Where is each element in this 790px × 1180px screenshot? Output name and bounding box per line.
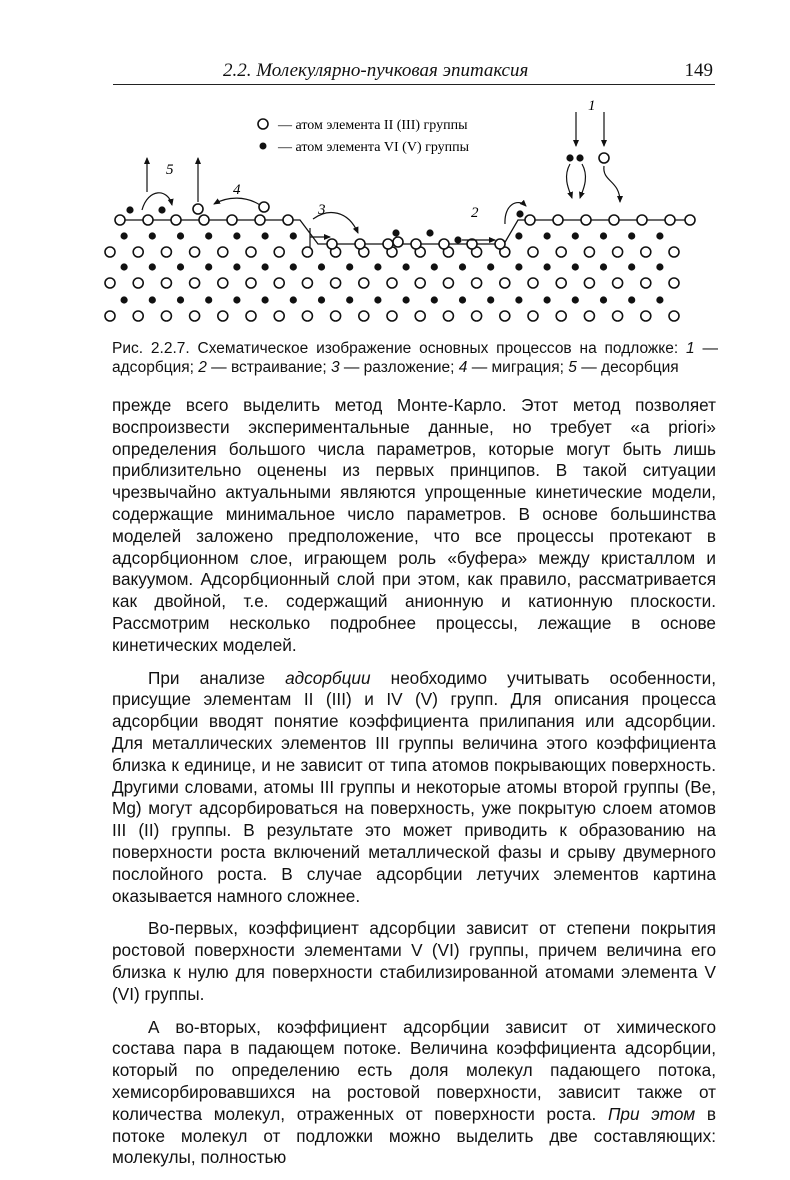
open-atom (218, 247, 228, 257)
open-atom (500, 311, 510, 321)
open-atom (584, 247, 594, 257)
paragraph-2-emphasis: адсорбции (285, 667, 371, 688)
open-atom (302, 247, 312, 257)
caption-prefix: Рис. 2.2.7. Схематическое изображение основных процессов на подложке: (112, 340, 687, 357)
open-atom (359, 278, 369, 288)
filled-atom (205, 232, 212, 239)
adatom-open (599, 153, 609, 163)
surface-open-atom (665, 215, 675, 225)
adatom-filled (426, 229, 433, 236)
surface-open-atom (283, 215, 293, 225)
open-atom (443, 311, 453, 321)
desorption-hop-arrow (142, 193, 172, 210)
adatom-open (193, 204, 203, 214)
open-atom (161, 278, 171, 288)
paragraph-4-start: А во-вторых, коэффициент адсорбции зависит от химического состава пара в падающем потоке. Величина коэффициента адсорбции, который по определению есть доля молекул падающего потока, хемисорбировавшихся на ростовой поверхности, зависит также от количества молекул, отраженных от поверхности роста. (112, 1016, 716, 1124)
surface-open-atom (355, 239, 365, 249)
open-atom (218, 311, 228, 321)
body-text (112, 395, 716, 1180)
surface-open-atom (439, 239, 449, 249)
adsorption-path-1 (567, 164, 572, 198)
running-title: 2.2. Молекулярно-пучковая эпитаксия (223, 60, 529, 81)
filled-atom (262, 232, 269, 239)
paragraph-2 (112, 668, 716, 908)
filled-atom (121, 263, 128, 270)
filled-atom (403, 263, 410, 270)
filled-atom (374, 296, 381, 303)
paragraph-4-emphasis: При этом (607, 1103, 696, 1124)
legend-open-atom-icon (258, 119, 268, 129)
open-atom (584, 311, 594, 321)
adatom-filled (158, 206, 165, 213)
open-atom (415, 278, 425, 288)
open-atom (190, 311, 200, 321)
open-atom (443, 278, 453, 288)
filled-atom (515, 232, 522, 239)
filled-atom (544, 296, 551, 303)
filled-atom (431, 296, 438, 303)
open-atom (556, 247, 566, 257)
caption-text-4: — миграция; (467, 359, 569, 376)
open-atom (274, 278, 284, 288)
open-atom (161, 247, 171, 257)
open-atom (218, 278, 228, 288)
open-atom (246, 278, 256, 288)
open-atom (556, 278, 566, 288)
paragraph-1: прежде всего выделить метод Монте-Карло. Этот метод позволяет воспроизвести экспериментальные данные, но требует «a priori» определения большого числа параметров, которые могут быть лишь приблизительно оценены из первых принципов. В такой ситуации чрезвычайно актуальными являются упрощенные кинетические модели, содержащие минимальное число параметров. В основе большинства моделей заложено предположение, что все процессы протекают в адсорбционном слое, играющем роль «буфера» между кристаллом и вакуумом. Адсорбционный слой при этом, как правило, рассматривается как двойной, т.е. содержащий анионную и катионную плоскости. Рассмотрим несколько подробнее процессы, лежащие в основе кинетических моделей. (112, 395, 716, 655)
caption-text-5: — десорбция (576, 359, 679, 376)
open-atom (641, 278, 651, 288)
filled-atom (459, 263, 466, 270)
surface-open-atom (525, 215, 535, 225)
surface-atoms (115, 153, 695, 249)
filled-atom (431, 263, 438, 270)
filled-atom (262, 263, 269, 270)
caption-num-2: 2 (198, 359, 207, 376)
filled-atom (346, 296, 353, 303)
filled-atom (121, 232, 128, 239)
filled-atom (628, 263, 635, 270)
surface-open-atom (227, 215, 237, 225)
filled-atom (515, 263, 522, 270)
surface-open-atom (553, 215, 563, 225)
filled-atom (233, 232, 240, 239)
open-atom (641, 311, 651, 321)
open-atom (274, 247, 284, 257)
open-atom (302, 311, 312, 321)
label-5: 5 (166, 162, 174, 178)
filled-atom (262, 296, 269, 303)
legend-filled-label: — атом элемента VI (V) группы (278, 140, 470, 155)
open-atom (387, 311, 397, 321)
filled-atom (628, 232, 635, 239)
open-atom (472, 311, 482, 321)
running-header (113, 58, 715, 85)
filled-atom (177, 263, 184, 270)
filled-atom (628, 296, 635, 303)
filled-atom (374, 263, 381, 270)
adatom-filled (126, 206, 133, 213)
filled-atom (656, 232, 663, 239)
filled-atom (121, 296, 128, 303)
open-atom (246, 311, 256, 321)
filled-atom (318, 263, 325, 270)
open-atom (246, 247, 256, 257)
open-atom (613, 247, 623, 257)
open-atom (133, 247, 143, 257)
open-atom (669, 278, 679, 288)
open-atom (387, 278, 397, 288)
paragraph-2-rest: необходимо учитывать особенности, присущие элементам II (III) и IV (V) групп. Для описания процесса адсорбции вводят понятие коэффициента прилипания или адсорбции. Для металлических элементов III группы величина этого коэффициента близка к единице, и не зависит от типа атомов покрывающих поверхность. Другими словами, атомы III группы и некоторые атомы второй группы (Be, Mg) могут адсорбироваться на поверхность, уже покрытую слоем атомов III (II) группы. В результате это может приводить к образованию на поверхности роста включений металлической фазы и срыву двумерного послойного роста. В случае адсорбции летучих элементов картина оказывается намного сложнее. (112, 667, 716, 906)
label-1: 1 (588, 98, 596, 114)
filled-atom (177, 232, 184, 239)
caption-text-2: — встраивание; (206, 359, 331, 376)
surface-open-atom (581, 215, 591, 225)
filled-atom (318, 296, 325, 303)
open-atom (105, 311, 115, 321)
label-3: 3 (318, 202, 326, 218)
open-atom (190, 247, 200, 257)
filled-atom (149, 232, 156, 239)
filled-atom (290, 296, 297, 303)
open-atom (190, 278, 200, 288)
caption-num-3: 3 (330, 359, 340, 376)
filled-atom (572, 263, 579, 270)
migration-arrow (214, 198, 260, 205)
filled-atom (346, 263, 353, 270)
surface-open-atom (637, 215, 647, 225)
adatom-open (393, 237, 403, 247)
filled-atom (656, 296, 663, 303)
open-atom (669, 247, 679, 257)
filled-atom (544, 263, 551, 270)
surface-open-atom (411, 239, 421, 249)
caption-num-5: 5 (568, 359, 577, 376)
filled-atom (544, 232, 551, 239)
open-atom (613, 311, 623, 321)
filled-atom (149, 296, 156, 303)
figure-caption (112, 339, 718, 377)
open-atom (105, 247, 115, 257)
filled-atom (656, 263, 663, 270)
open-atom (161, 311, 171, 321)
adatom-filled (454, 236, 461, 243)
filled-atom (403, 296, 410, 303)
open-atom (669, 311, 679, 321)
open-atom (528, 247, 538, 257)
filled-atom (205, 263, 212, 270)
paragraph-2-start: При анализе (148, 667, 286, 688)
adatom-filled (516, 210, 523, 217)
label-2: 2 (471, 205, 479, 221)
surface-processes-figure (100, 92, 700, 337)
legend-open-label: — атом элемента II (III) группы (278, 118, 468, 133)
open-atom (105, 278, 115, 288)
surface-open-atom (495, 239, 505, 249)
filled-atom (487, 296, 494, 303)
page-number: 149 (684, 60, 713, 81)
caption-num-4: 4 (458, 359, 468, 376)
filled-atom (459, 296, 466, 303)
filled-atom (600, 296, 607, 303)
adatom-filled (576, 154, 583, 161)
surface-open-atom (383, 239, 393, 249)
adatom-filled (566, 154, 573, 161)
open-atom (584, 278, 594, 288)
open-atom (274, 311, 284, 321)
filled-atom (290, 263, 297, 270)
adatom-open (259, 202, 269, 212)
open-atom (500, 278, 510, 288)
adatom-filled (392, 229, 399, 236)
surface-open-atom (199, 215, 209, 225)
filled-atom (515, 296, 522, 303)
caption-text-3: — разложение; (339, 359, 459, 376)
filled-atom (205, 296, 212, 303)
filled-atom (149, 263, 156, 270)
open-atom (641, 247, 651, 257)
surface-open-atom (685, 215, 695, 225)
open-atom (359, 311, 369, 321)
filled-atom (487, 263, 494, 270)
legend-filled-atom-icon (260, 143, 267, 150)
surface-open-atom (327, 239, 337, 249)
open-atom (415, 311, 425, 321)
open-atom (528, 311, 538, 321)
open-atom (133, 311, 143, 321)
surface-open-atom (115, 215, 125, 225)
open-atom (133, 278, 143, 288)
filled-atom (233, 263, 240, 270)
paragraph-4 (112, 1017, 716, 1170)
surface-open-atom (255, 215, 265, 225)
filled-atom (600, 232, 607, 239)
filled-atom (572, 296, 579, 303)
open-atom (556, 311, 566, 321)
open-atom (302, 278, 312, 288)
open-atom (331, 278, 341, 288)
open-atom (472, 278, 482, 288)
filled-atom (290, 232, 297, 239)
surface-open-atom (171, 215, 181, 225)
paragraph-4-rest: в потоке молекул от подложки можно выделить две составляющих: молекулы, полностью (112, 1103, 717, 1168)
caption-text-1: — адсорбция; (112, 340, 719, 376)
filled-atom (600, 263, 607, 270)
label-4: 4 (233, 182, 241, 198)
adsorption-path-3 (604, 166, 620, 202)
open-atom (613, 278, 623, 288)
filled-atom (177, 296, 184, 303)
caption-num-1: 1 (686, 340, 695, 357)
surface-open-atom (609, 215, 619, 225)
open-atom (331, 311, 341, 321)
filled-atom (572, 232, 579, 239)
open-atom (528, 278, 538, 288)
filled-atom (233, 296, 240, 303)
paragraph-3: Во-первых, коэффициент адсорбции зависит от степени покрытия ростовой поверхности элементами V (VI) группы, причем величина его близка к нулю для поверхности стабилизированной атомами элемента V (VI) группы. (112, 918, 716, 1004)
surface-open-atom (143, 215, 153, 225)
adsorption-path-2 (580, 164, 585, 198)
